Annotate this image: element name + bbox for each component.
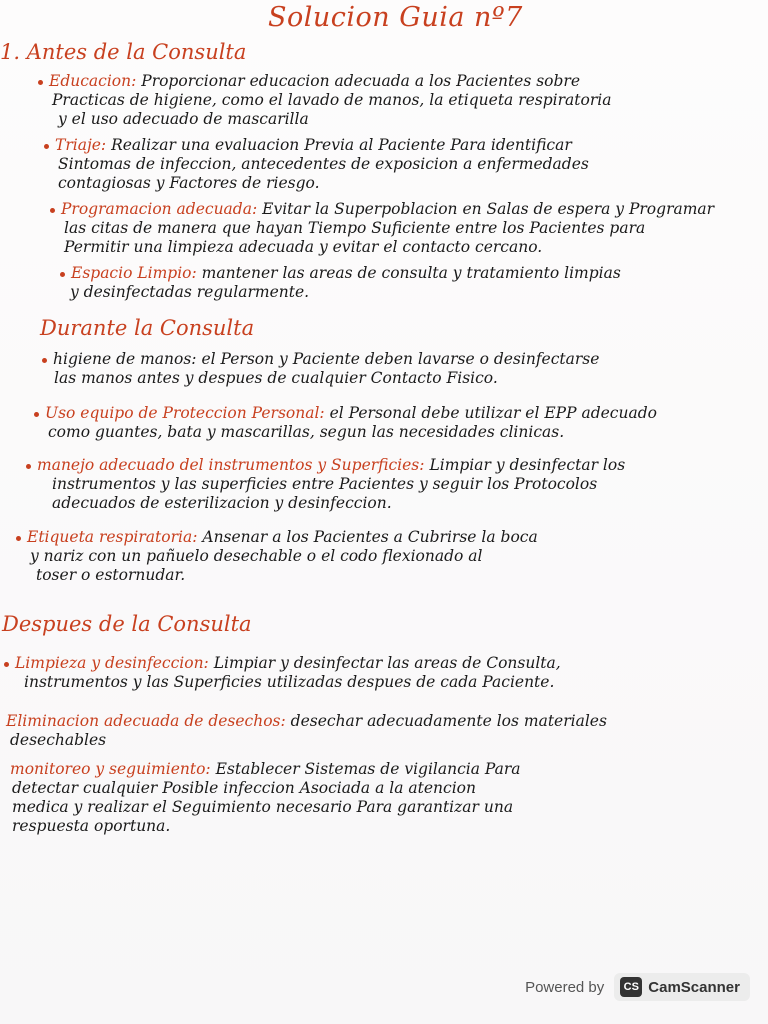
entry-label: higiene de manos: (53, 350, 197, 368)
entry-line: desechar adecuadamente los materiales (290, 712, 607, 730)
entry-epp (34, 404, 657, 442)
entry-triaje (44, 136, 589, 193)
entry-line: Evitar la Superpoblacion en Salas de espera y Programar (262, 200, 715, 218)
entry-line: Permitir una limpieza adecuada y evitar el contacto cercano. (64, 238, 543, 256)
bullet-icon (50, 208, 55, 213)
entry-label: Programacion adecuada: (61, 200, 258, 218)
entry-espacio-limpio (60, 264, 621, 302)
entry-line: las manos antes y despues de cualquier Contacto Fisico. (54, 369, 498, 387)
powered-by-text: Powered by (525, 978, 605, 996)
entry-line: Realizar una evaluacion Previa al Paciente Para identificar (111, 136, 572, 154)
bullet-icon (26, 464, 31, 469)
entry-line: instrumentos y las Superficies utilizadas despues de cada Paciente. (24, 673, 555, 691)
entry-higiene (42, 350, 599, 388)
page-title: Solucion Guia nº7 (268, 2, 523, 33)
entry-line: respuesta oportuna. (12, 817, 171, 835)
bullet-icon (44, 144, 49, 149)
camscanner-badge (614, 973, 750, 1001)
entry-line: desechables (10, 731, 107, 749)
entry-line: como guantes, bata y mascarillas, segun las necesidades clinicas. (48, 423, 565, 441)
entry-line: Ansenar a los Pacientes a Cubrirse la boca (202, 528, 538, 546)
entry-line: el Person y Paciente deben lavarse o desinfectarse (201, 350, 600, 368)
entry-line: Establecer Sistemas de vigilancia Para (215, 760, 521, 778)
entry-programacion (50, 200, 714, 257)
entry-label: Espacio Limpio: (71, 264, 197, 282)
entry-line: medica y realizar el Seguimiento necesario Para garantizar una (12, 798, 514, 816)
camscanner-logo-icon: CS (620, 977, 642, 997)
bullet-icon (4, 662, 9, 667)
entry-label: Eliminacion adecuada de desechos: (6, 712, 286, 730)
entry-label: Uso equipo de Proteccion Personal: (45, 404, 325, 422)
bullet-icon (16, 536, 21, 541)
entry-line: mantener las areas de consulta y tratamiento limpias (201, 264, 621, 282)
bullet-icon (34, 412, 39, 417)
entry-label: Limpieza y desinfeccion: (15, 654, 209, 672)
entry-label: Triaje: (55, 136, 107, 154)
entry-label: Educacion: (49, 72, 137, 90)
entry-line: las citas de manera que hayan Tiempo Suficiente entre los Pacientes para (64, 219, 646, 237)
entry-line: adecuados de esterilizacion y desinfeccion. (52, 494, 392, 512)
entry-manejo (26, 456, 625, 513)
camscanner-watermark (525, 972, 750, 1002)
entry-educacion (38, 72, 611, 129)
section-heading-durante: Durante la Consulta (40, 316, 255, 340)
entry-line: Limpiar y desinfectar las areas de Consulta, (213, 654, 561, 672)
entry-line: el Personal debe utilizar el EPP adecuado (329, 404, 657, 422)
entry-line: toser o estornudar. (36, 566, 186, 584)
entry-line: y nariz con un pañuelo desechable o el codo flexionado al (30, 547, 483, 565)
entry-line: Practicas de higiene, como el lavado de manos, la etiqueta respiratoria (52, 91, 612, 109)
bullet-icon (60, 272, 65, 277)
bullet-icon (38, 80, 43, 85)
entry-line: y desinfectadas regularmente. (70, 283, 310, 301)
entry-eliminacion (6, 712, 607, 750)
entry-limpieza (4, 654, 561, 692)
section-heading-despues: Despues de la Consulta (2, 612, 252, 636)
entry-line: contagiosas y Factores de riesgo. (58, 174, 320, 192)
entry-line: detectar cualquier Posible infeccion Asociada a la atencion (12, 779, 476, 797)
entry-line: Proporcionar educacion adecuada a los Pacientes sobre (141, 72, 581, 90)
entry-etiqueta (16, 528, 538, 585)
section-heading-antes: 1. Antes de la Consulta (0, 40, 247, 64)
camscanner-brand: CamScanner (648, 978, 740, 996)
entry-label: manejo adecuado del instrumentos y Superficies: (37, 456, 425, 474)
entry-line: Sintomas de infeccion, antecedentes de exposicion a enfermedades (58, 155, 589, 173)
entry-label: monitoreo y seguimiento: (10, 760, 211, 778)
entry-line: y el uso adecuado de mascarilla (58, 110, 309, 128)
bullet-icon (42, 358, 47, 363)
entry-line: Limpiar y desinfectar los (429, 456, 626, 474)
entry-label: Etiqueta respiratoria: (27, 528, 198, 546)
entry-monitoreo (10, 760, 521, 836)
entry-line: instrumentos y las superficies entre Pacientes y seguir los Protocolos (52, 475, 598, 493)
